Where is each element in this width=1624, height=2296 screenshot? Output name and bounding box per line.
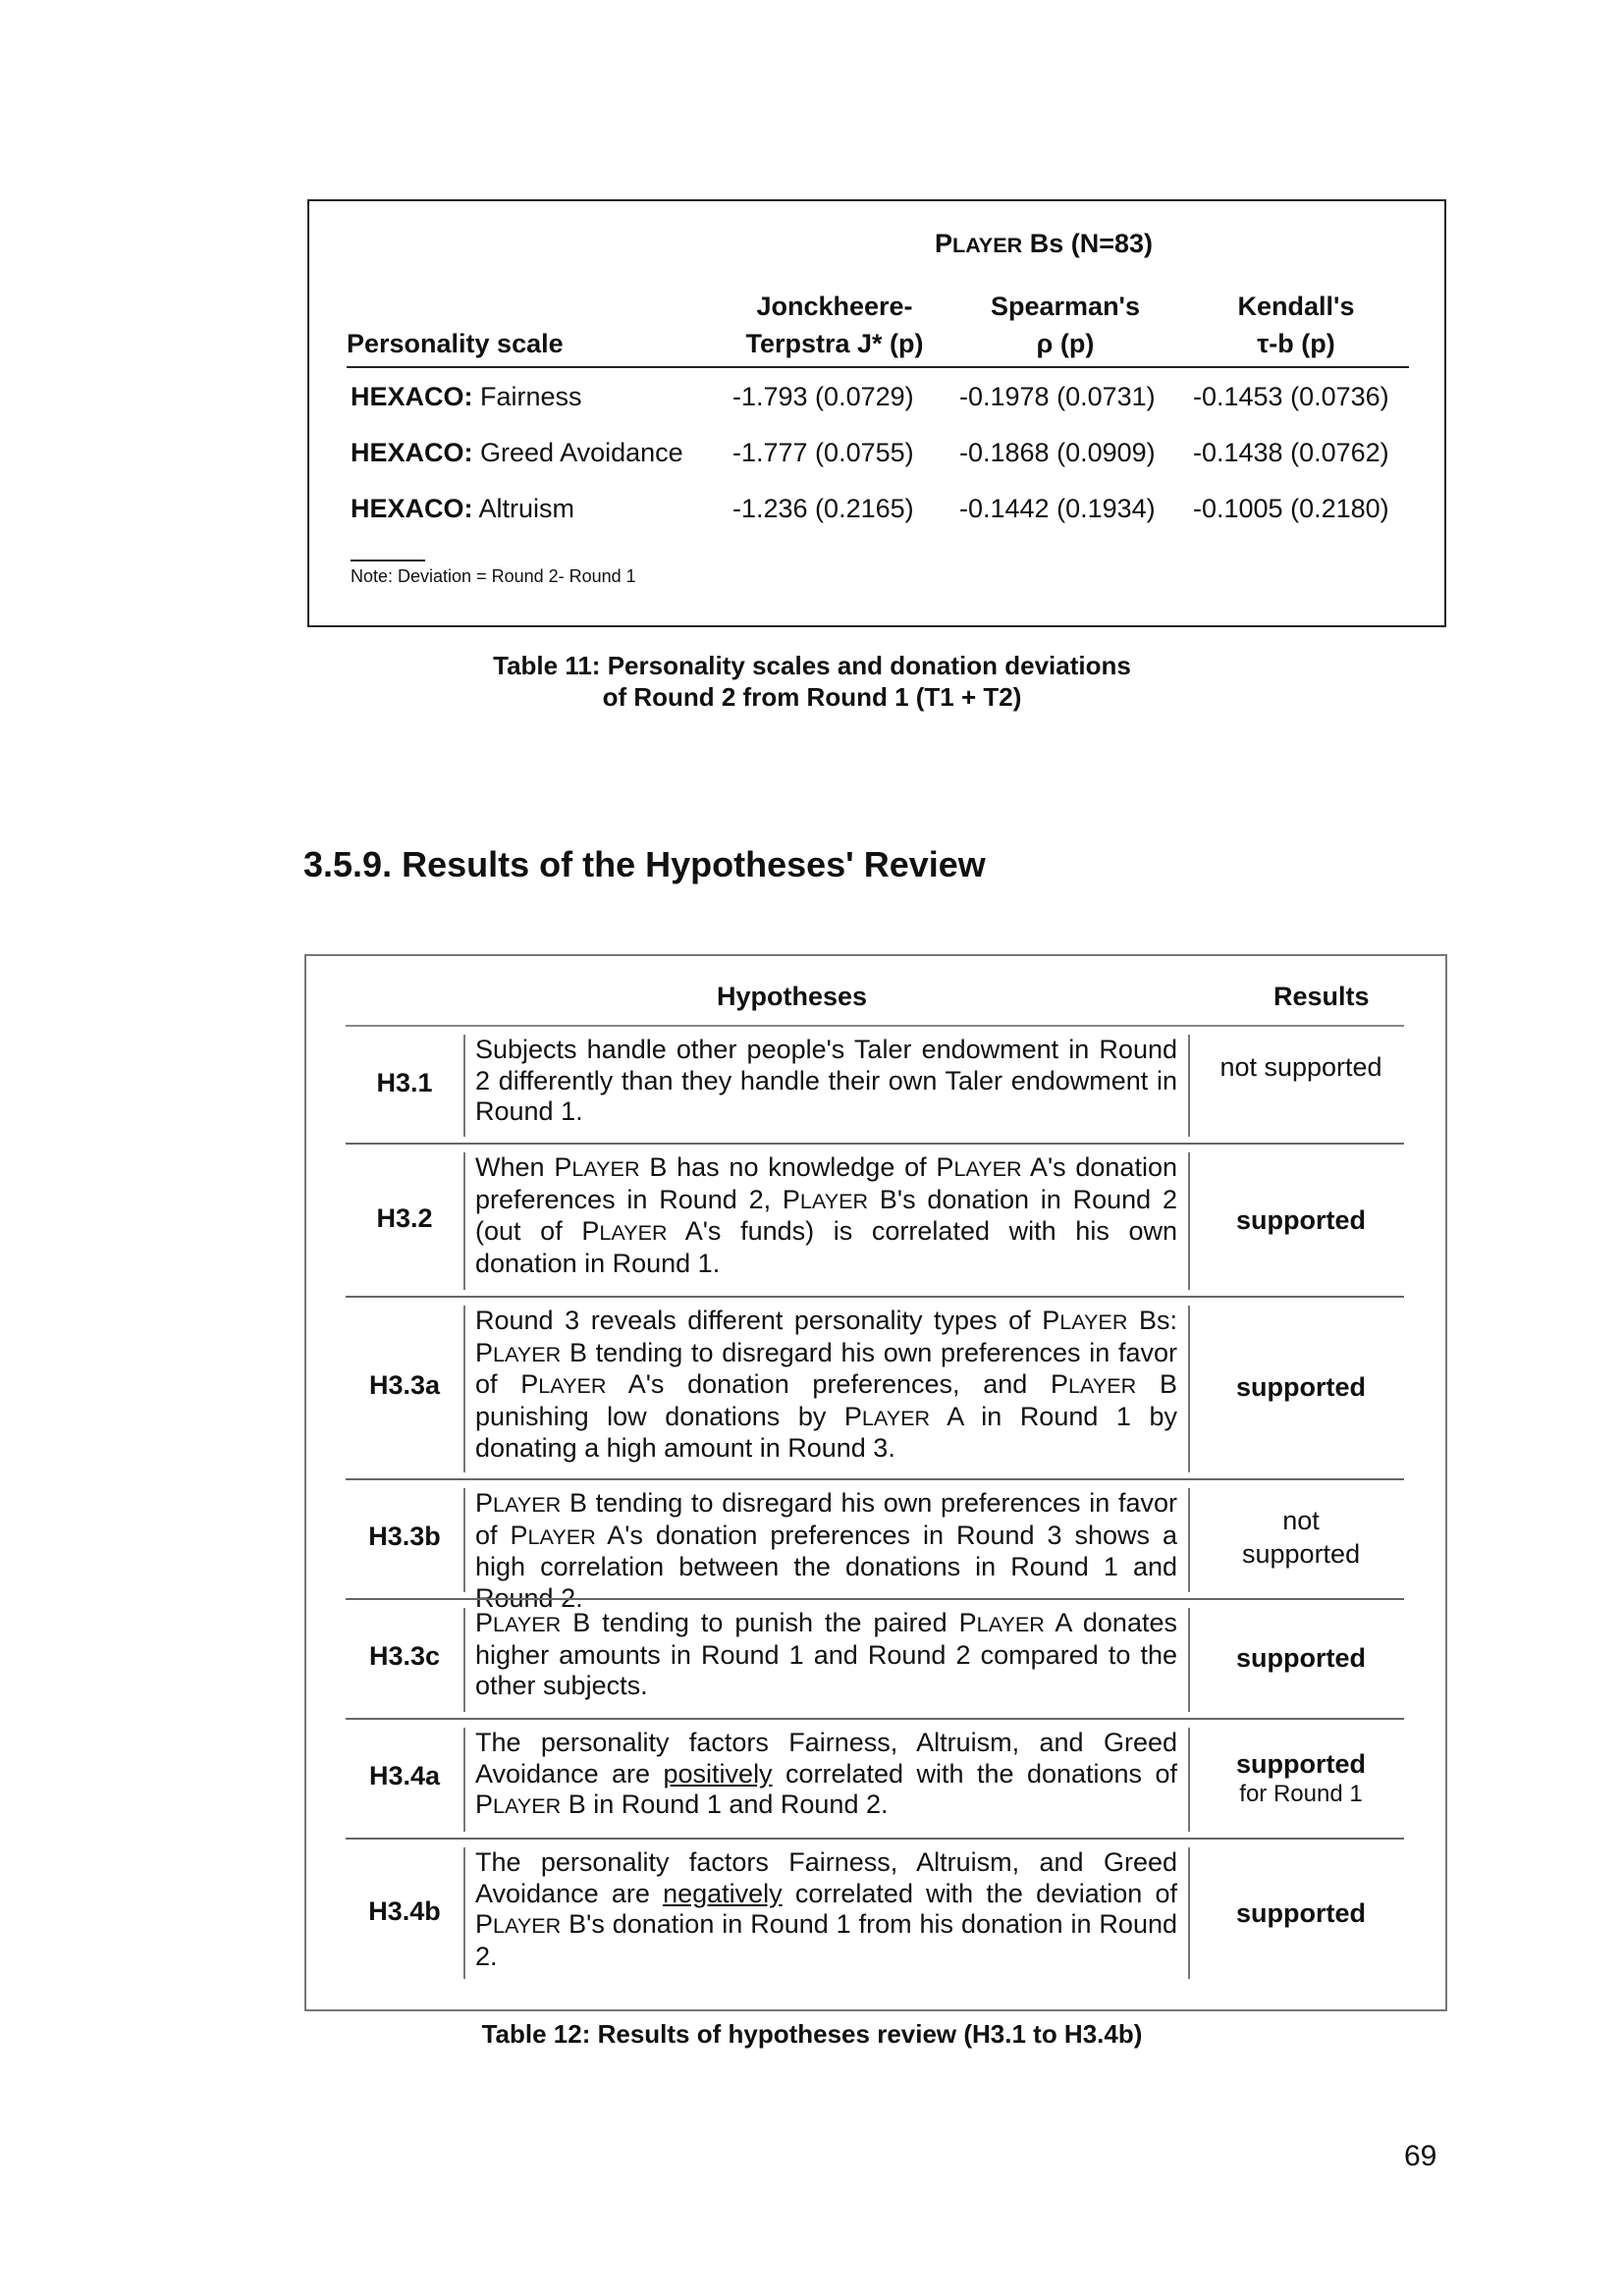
hypothesis-result: supported bbox=[1236, 1372, 1366, 1402]
header-kendall: Kendall's τ-b (p) bbox=[1237, 292, 1355, 358]
header-results: Results bbox=[1273, 982, 1370, 1011]
hypothesis-result: not supported bbox=[1242, 1506, 1361, 1569]
header-rule bbox=[347, 366, 1409, 368]
page-number: 69 bbox=[1404, 2140, 1437, 2172]
hypothesis-text: Round 3 reveals different personality types of PLAYER Bs: PLAYER B tending to disregard his own preferences in favor of PLAYER A's donation preferences, and PLAYER B punishing low donations by PLAYER A in Round 1 by donating a high amount in Round 3. bbox=[475, 1306, 1178, 1463]
header-jonckheere: Jonckheere- Terpstra J* (p) bbox=[745, 292, 924, 358]
hypothesis-id: H3.3b bbox=[368, 1522, 441, 1551]
hypothesis-id: H3.4b bbox=[368, 1896, 441, 1926]
hypothesis-text: The personality factors Fairness, Altruism, and Greed Avoidance are negatively correlated with the deviation of PLAYER B's donation in Round 1 from his donation in Round 2. bbox=[475, 1847, 1177, 1971]
table-12-caption: Table 12: Results of hypotheses review (H3.1 to H3.4b) bbox=[481, 2019, 1143, 2049]
hypothesis-id: H3.3a bbox=[368, 1370, 441, 1400]
hypothesis-result: supported for Round 1 bbox=[1236, 1749, 1366, 1807]
hypothesis-text: PLAYER B tending to disregard his own preferences in favor of PLAYER A's donation preferences in Round 3 shows a high correlation between the donations in Round 1 and Round 2. bbox=[475, 1488, 1177, 1613]
header-hypotheses: Hypotheses bbox=[717, 982, 868, 1011]
note-rule bbox=[351, 560, 425, 561]
table-11 bbox=[307, 199, 1446, 627]
hypothesis-id: H3.1 bbox=[376, 1068, 433, 1097]
table-row bbox=[346, 1840, 1404, 1987]
hypothesis-result: supported bbox=[1236, 1643, 1366, 1673]
header-personality-scale: Personality scale bbox=[347, 329, 564, 358]
table-row: HEXACO: Greed Avoidance -1.777 (0.0755) -0.1868 (0.0909) -0.1438 (0.0762) bbox=[351, 438, 1389, 467]
table-note: Note: Deviation = Round 2- Round 1 bbox=[351, 566, 636, 586]
hypothesis-result: supported bbox=[1236, 1898, 1366, 1928]
group-header: PLAYER Bs (N=83) bbox=[934, 229, 1154, 258]
hypothesis-id: H3.2 bbox=[376, 1203, 433, 1233]
table-row: HEXACO: Fairness -1.793 (0.0729) -0.1978 (0.0731) -0.1453 (0.0736) bbox=[351, 382, 1389, 411]
hypothesis-id: H3.3c bbox=[368, 1641, 441, 1671]
table-11-caption: Table 11: Personality scales and donation deviations of Round 2 from Round 1 (T1 + T2) bbox=[493, 651, 1131, 712]
table-row bbox=[346, 1027, 1404, 1145]
hypothesis-result: not supported bbox=[1219, 1052, 1382, 1082]
table-row bbox=[346, 1480, 1404, 1613]
hypothesis-result: supported bbox=[1236, 1205, 1366, 1235]
table-row bbox=[346, 1298, 1404, 1480]
hypothesis-text: The personality factors Fairness, Altruism, and Greed Avoidance are positively correlated with the donations of PLAYER B in Round 1 and Round 2. bbox=[475, 1728, 1177, 1819]
section-title: 3.5.9. Results of the Hypotheses' Review bbox=[303, 844, 986, 884]
table-12 bbox=[304, 954, 1447, 2011]
table-row bbox=[346, 1720, 1404, 1840]
table-row bbox=[346, 1600, 1404, 1720]
hypothesis-id: H3.4a bbox=[368, 1761, 441, 1790]
table-row: HEXACO: Altruism -1.236 (0.2165) -0.1442 (0.1934) -0.1005 (0.2180) bbox=[351, 494, 1389, 523]
hypothesis-text: PLAYER B tending to punish the paired PLAYER A donates higher amounts in Round 1 and Round 2 compared to the other subjects. bbox=[475, 1608, 1177, 1700]
hypothesis-text: Subjects handle other people's Taler endowment in Round 2 differently than they handle their own Taler endowment in Round 1. bbox=[475, 1035, 1177, 1126]
table-row bbox=[346, 1145, 1404, 1298]
header-spearman: Spearman's ρ (p) bbox=[991, 292, 1140, 358]
hypothesis-text: When PLAYER B has no knowledge of PLAYER A's donation preferences in Round 2, PLAYER B's donation in Round 2 (out of PLAYER A's funds) is correlated with his own donation in Round 1. bbox=[475, 1152, 1177, 1278]
